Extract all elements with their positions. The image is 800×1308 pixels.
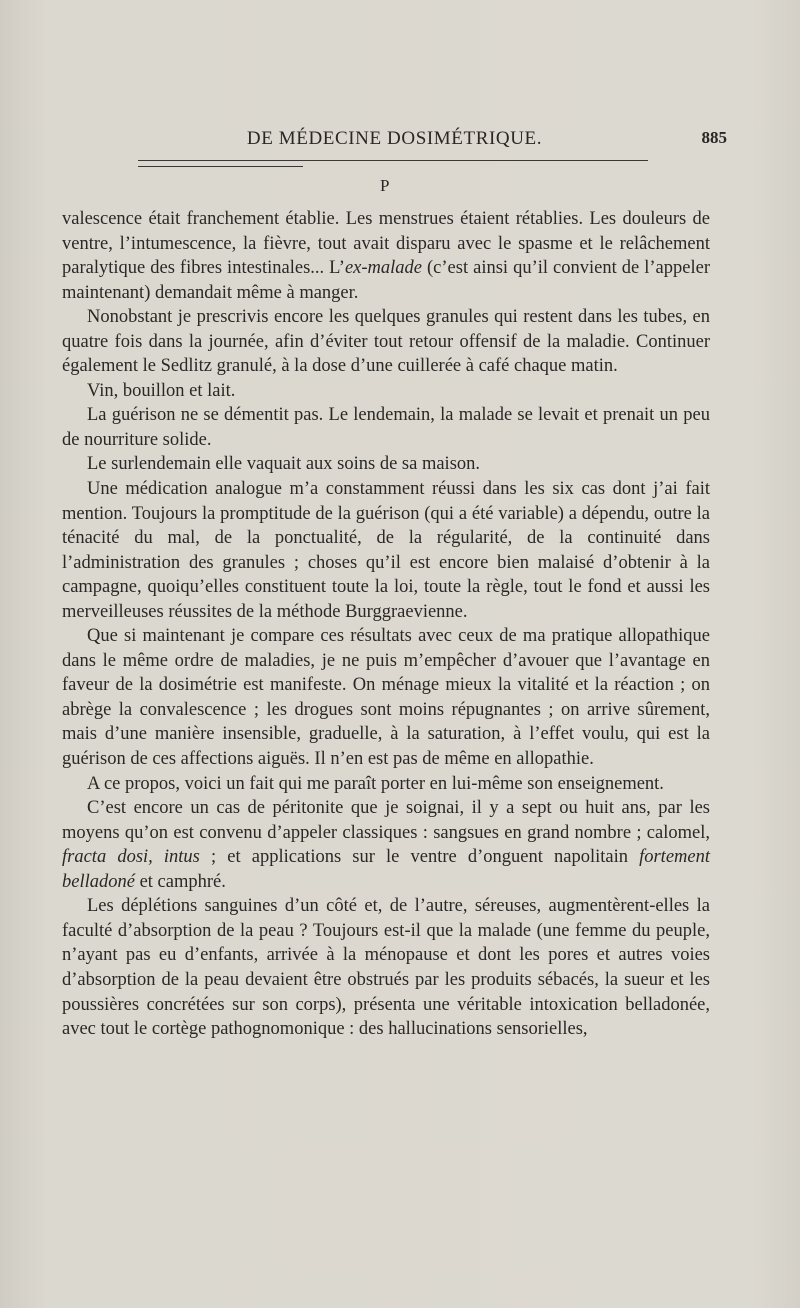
running-head-title: DE MÉDECINE DOSIMÉTRIQUE. — [246, 128, 543, 149]
paragraph-p4 — [62, 403, 710, 452]
text-run: Le surlendemain elle vaquait aux soins de sa maison. — [87, 454, 481, 475]
italic-text: fortement belladoné — [62, 847, 710, 892]
text-run: ; et applications sur le ventre d’onguent napolitain — [199, 847, 640, 868]
paragraph-p1 — [62, 207, 710, 305]
paragraph-p5 — [62, 452, 710, 477]
paragraph-p3 — [62, 379, 710, 404]
paragraph-p8 — [62, 772, 710, 797]
running-head — [62, 128, 727, 158]
paragraph-p7 — [62, 624, 710, 771]
paragraph-p10 — [62, 894, 710, 1041]
signature-mark: P — [380, 176, 390, 195]
italic-text: fracta dosi, intus — [62, 847, 200, 868]
text-run: valescence était franchement établie. Les menstrues étaient rétablies. Les douleurs de ventre, l’intumescence, la fièvre, tout avait disparu avec le spasme et le relâchement paralytique des fibres intestinales... L’ — [62, 209, 710, 279]
header-rule — [138, 160, 648, 161]
text-run: Que si maintenant je compare ces résultats avec ceux de ma pratique allopathique dans le même ordre de maladies, je ne puis m’empêcher d’avouer que l’avantage en faveur de la dosimétrie est manifeste. On ménage mieux la vitalité et la réaction ; on abrège la convalescence ; les drogues sont moins répugnantes ; on arrive sûrement, mais d’une manière insensible, graduelle, à la saturation, à l’effet voulu, qui est la guérison de ces affections aiguës. Il n’en est pas de même en allopathie. — [62, 626, 710, 770]
text-run: (c’est ainsi qu’il convient de l’appeler maintenant) demandait même à manger. — [62, 258, 710, 303]
paragraph-p2 — [62, 305, 710, 379]
text-run: Nonobstant je prescrivis encore les quelques granules qui restent dans les tubes, en quatre fois dans la journée, afin d’éviter tout retour offensif de la maladie. Continuer également le Sedlitz granulé, à la dose d’une cuillerée à café chaque matin. — [62, 307, 710, 377]
text-run: et camphré. — [134, 871, 226, 892]
text-run: Les déplétions sanguines d’un côté et, de l’autre, séreuses, augmentèrent-elles la faculté d’absorption de la peau ? Toujours est-il que la malade (une femme du peuple, n’ayant pas eu d’enfants, arrivée à la ménopause et dont les pores et autres voies d’absorption de la peau devaient être obstrués par les produits sébacés, la sueur et les poussières concrétées sur son corps), présenta une véritable intoxication belladonée, avec tout le cortège pathognomonique : des hallucinations sensorielles, — [62, 896, 710, 1040]
body-text — [62, 207, 710, 1042]
text-run: Vin, bouillon et lait. — [87, 380, 236, 401]
text-run: C’est encore un cas de péritonite que je soignai, il y a sept ou huit ans, par les moyens qu’on est convenu d’appeler classiques : sangsues en grand nombre ; calomel, — [62, 798, 710, 843]
text-run: Une médication analogue m’a constamment réussi dans les six cas dont j’ai fait mention. Toujours la promptitude de la guérison (qui a été variable) a dépendu, outre la ténacité du mal, de la ponctualité, de la régularité, de la continuité dans l’administration des granules ; choses qu’il est encore bien malaisé d’obtenir à la campagne, quoiqu’elles constituent toute la loi, toute la règle, tout le fond et aussi les merveilleuses réussites de la méthode Burggraevienne. — [62, 479, 710, 622]
header-rule-short — [138, 166, 303, 167]
paragraph-p6 — [62, 477, 710, 624]
page-number: 885 — [701, 128, 727, 147]
paragraph-p9 — [62, 796, 710, 894]
text-run: La guérison ne se démentit pas. Le lendemain, la malade se levait et prenait un peu de nourriture solide. — [62, 405, 710, 450]
text-run: A ce propos, voici un fait qui me paraît porter en lui-même son enseignement. — [87, 773, 664, 794]
italic-text: ex-malade — [344, 258, 422, 279]
